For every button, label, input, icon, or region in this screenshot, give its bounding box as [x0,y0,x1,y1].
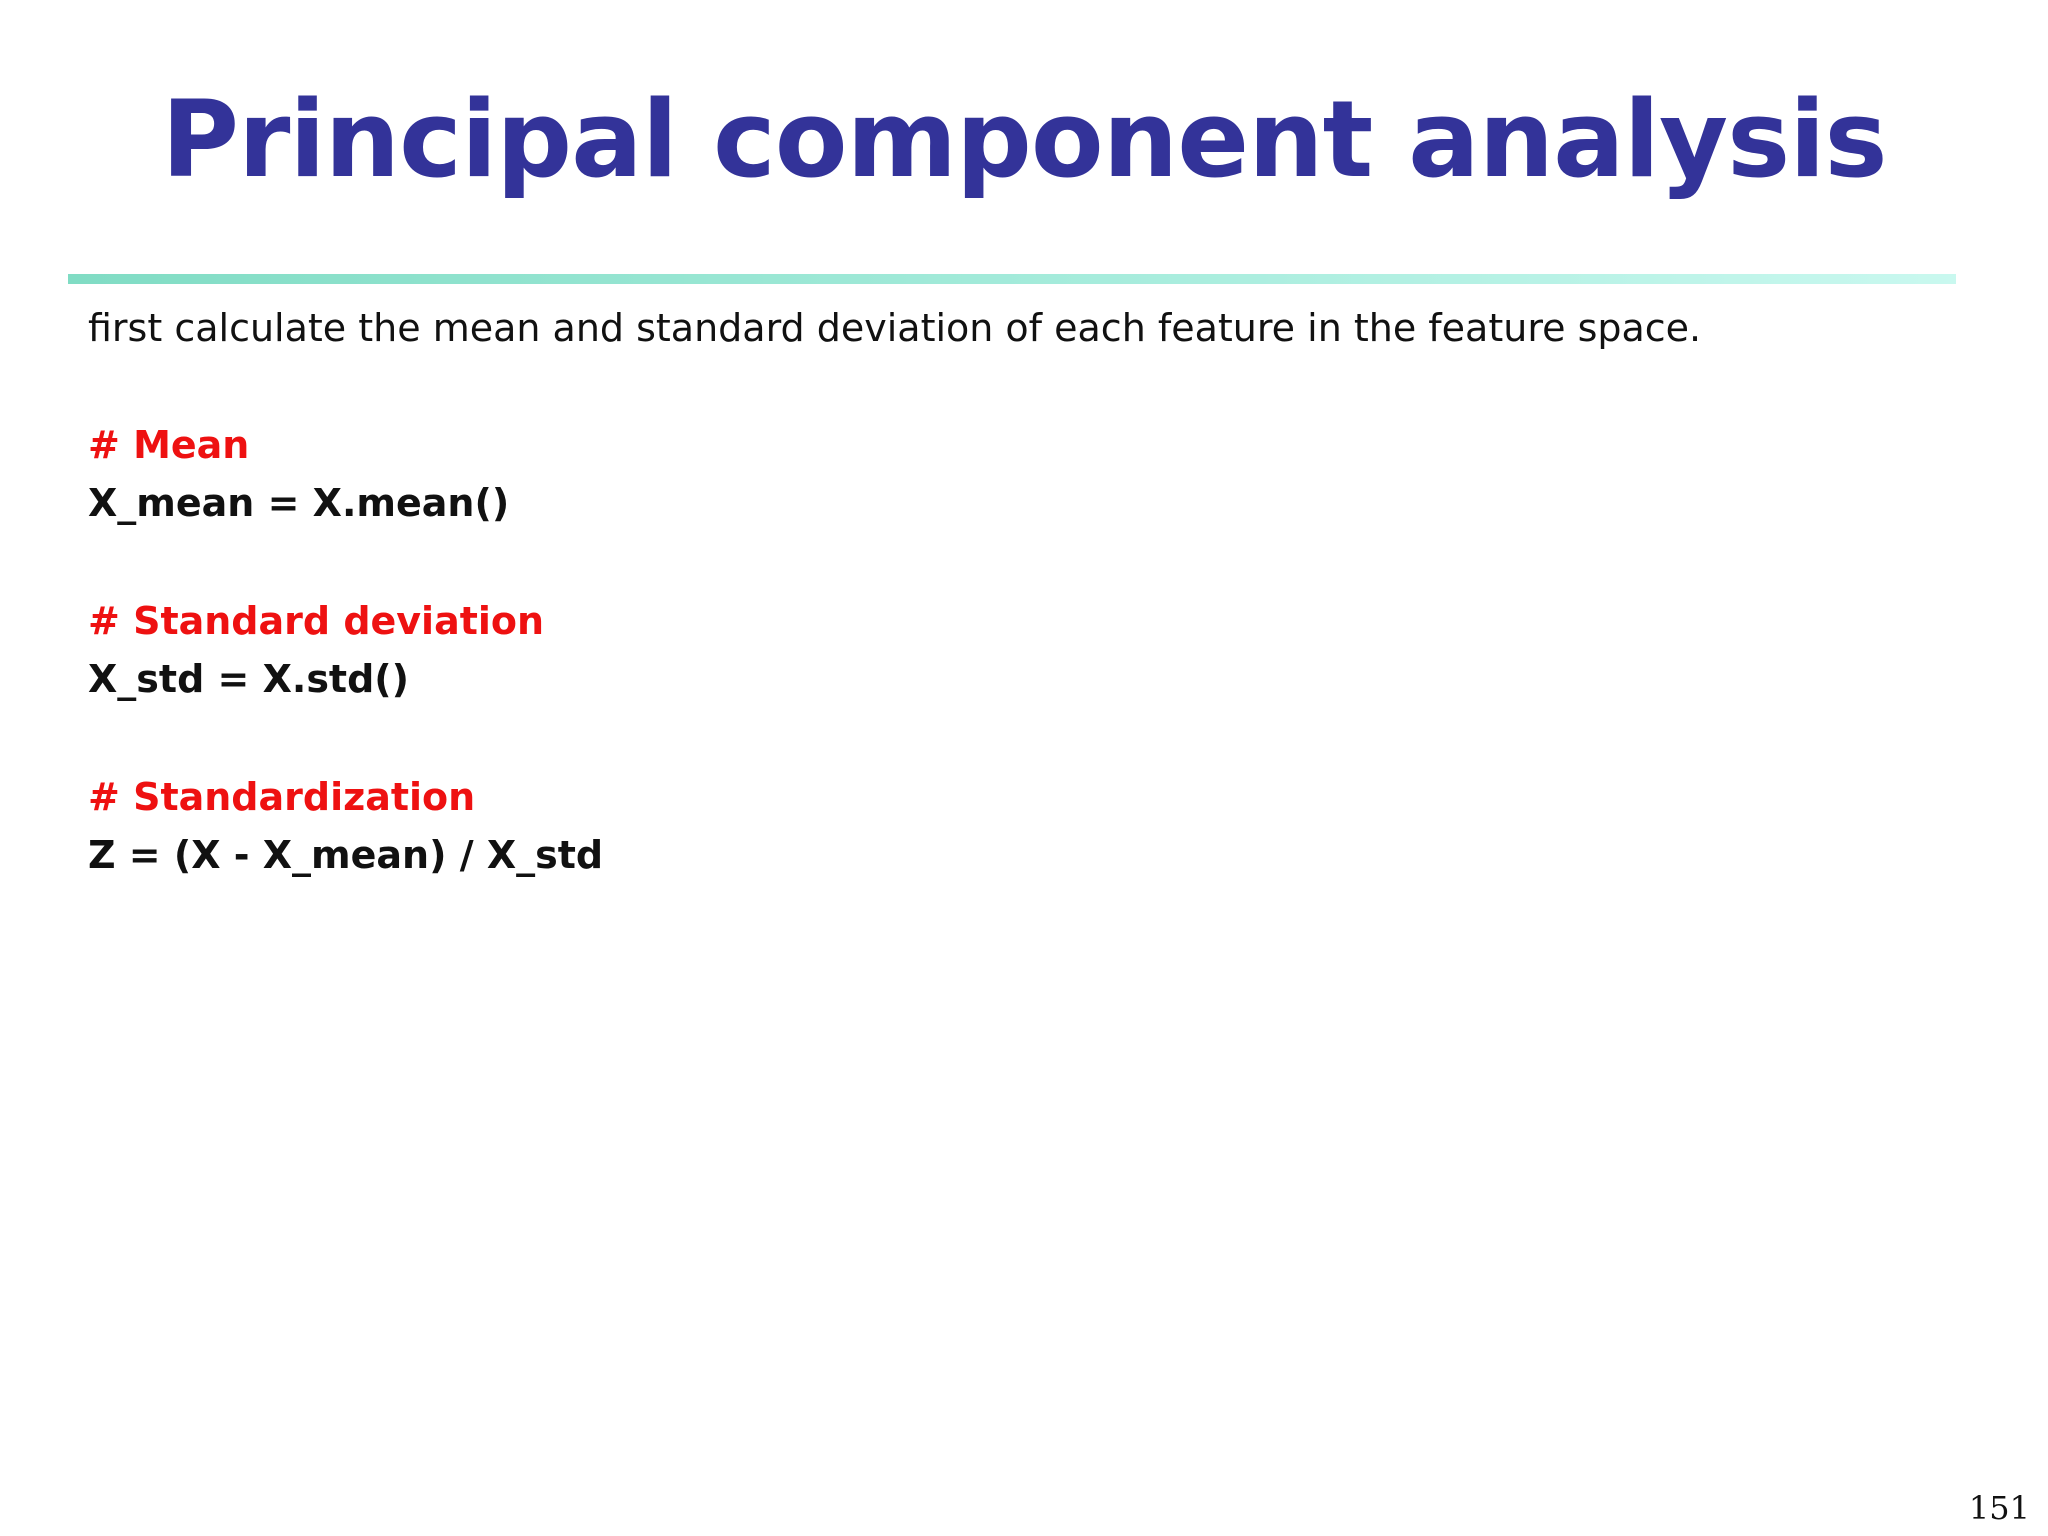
code-block-standardization [88,768,1968,884]
page-number: 151 [1968,1489,2030,1527]
code-line: Z = (X - X_mean) / X_std [88,833,604,877]
intro-text: first calculate the mean and standard deviation of each feature in the feature space. [88,306,1702,350]
slide-title: Principal component analysis [161,78,1887,201]
code-comment: # Standardization [88,775,476,819]
code-block-mean [88,416,1968,532]
code-block-std [88,592,1968,708]
code-comment: # Mean [88,423,250,467]
code-line: X_mean = X.mean() [88,481,510,525]
title-divider [68,274,1956,284]
code-line: X_std = X.std() [88,657,410,701]
code-comment: # Standard deviation [88,599,545,643]
slide-body [88,300,1968,884]
